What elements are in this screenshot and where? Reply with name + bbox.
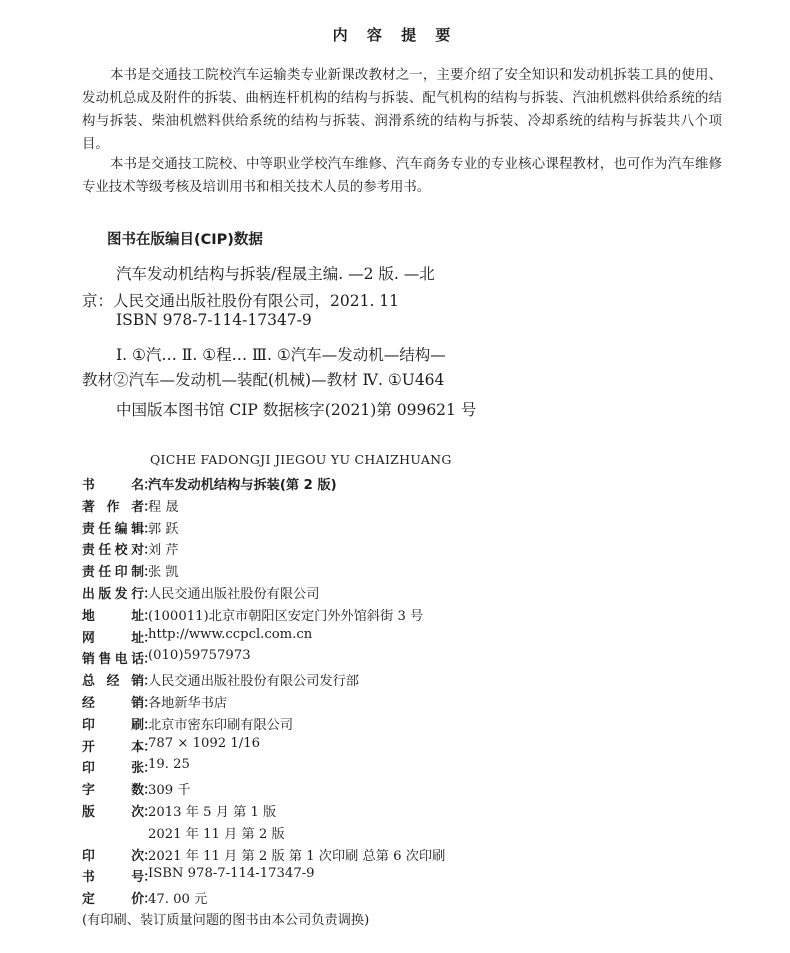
copyright-value: (100011)北京市朝阳区安定门外外馆斜街 3 号 (148, 608, 424, 624)
copyright-label: 书名 ： (82, 474, 144, 493)
copyright-label: 著作者 ： (82, 496, 144, 515)
copyright-label: 责任校对 ： (82, 539, 144, 558)
copyright-label: 印次 ： (82, 845, 144, 864)
copyright-value: 张 凯 (148, 565, 179, 581)
copyright-value: ISBN 978-7-114-17347-9 (148, 866, 315, 882)
copyright-label: 定价 ： (82, 888, 144, 907)
copyright-label: 印张 ： (82, 757, 144, 776)
cip-heading: 图书在版编目(CIP)数据 (107, 232, 263, 248)
summary-paragraph-2: 本书是交通技工院校、中等职业学校汽车维修、汽车商务专业的专业核心课程教材，也可作为汽车维修专业技术等级考核及培训用书和相关技术人员的参考用书。 (82, 157, 722, 195)
copyright-label: 印刷 ： (82, 714, 144, 733)
cip-line: 教材②汽车—发动机—装配(机械)—教材 Ⅳ. ①U464 (82, 371, 445, 389)
copyright-label: 地址 ： (82, 605, 144, 624)
copyright-label: 出版发行 ： (82, 583, 144, 602)
pinyin-title: QICHE FADONGJI JIEGOU YU CHAIZHUANG (150, 452, 452, 467)
copyright-value: http://www.ccpcl.com.cn (148, 626, 313, 642)
cip-line: ISBN 978-7-114-17347-9 (116, 311, 312, 329)
copyright-value: 2021 年 11 月 第 2 版 第 1 次印刷 总第 6 次印刷 (148, 848, 446, 864)
summary-paragraph-1: 本书是交通技工院校汽车运输类专业新课改教材之一，主要介绍了安全知识和发动机拆装工具的使用、发动机总成及附件的拆装、曲柄连杆机构的结构与拆装、配气机构的结构与拆装、汽油机燃料供给系统的结构与拆装、柴油机燃料供给系统的结构与拆装、润滑系统的结构与拆装、冷却系统的结构与拆装共八个项目。 (82, 68, 722, 152)
copyright-value: 309 千 (148, 783, 191, 799)
page-title: 内 容 提 要 (332, 26, 458, 44)
copyright-value: 787 × 1092 1/16 (148, 735, 260, 751)
copyright-label: 责任印制 ： (82, 561, 144, 580)
copyright-label: 责任编辑 ： (82, 518, 144, 537)
copyright-label: 书号 ： (82, 866, 144, 885)
cip-line: 汽车发动机结构与拆装/程晟主编. —2 版. —北 (116, 265, 435, 283)
copyright-value: 各地新华书店 (148, 696, 228, 711)
copyright-value: 2013 年 5 月 第 1 版 (148, 805, 277, 820)
copyright-label: 字数 ： (82, 779, 144, 798)
cip-line: Ⅰ. ①汽… Ⅱ. ①程… Ⅲ. ①汽车—发动机—结构— (116, 346, 446, 364)
copyright-label: 销售电话 ： (82, 648, 144, 667)
copyright-value: 47. 00 元 (148, 892, 208, 908)
copyright-value: 北京市密东印刷有限公司 (148, 717, 294, 733)
copyright-value: 程 晟 (148, 499, 179, 515)
copyright-label: 开本 ： (82, 736, 144, 755)
copyright-label: 经销 ： (82, 692, 144, 711)
cip-line: 中国版本图书馆 CIP 数据核字(2021)第 099621 号 (116, 401, 477, 419)
cip-line: 京：人民交通出版社股份有限公司，2021. 11 (82, 292, 400, 310)
copyright-value: 郭 跃 (148, 521, 179, 537)
footnote: (有印刷、装订质量问题的图书由本公司负责调换) (82, 913, 370, 928)
copyright-value: 人民交通出版社股份有限公司发行部 (148, 674, 359, 690)
copyright-label: 总经销 ： (82, 670, 144, 689)
copyright-value: 人民交通出版社股份有限公司 (148, 587, 320, 602)
copyright-value: 刘 芹 (148, 543, 179, 559)
copyright-value: (010)59757973 (148, 648, 251, 664)
copyright-value: 汽车发动机结构与拆装(第 2 版) (148, 478, 337, 493)
copyright-value: 2021 年 11 月 第 2 版 (148, 826, 285, 842)
copyright-value: 19. 25 (148, 757, 190, 773)
copyright-label: 网址 ： (82, 627, 144, 646)
copyright-label: 版次 ： (82, 801, 144, 820)
